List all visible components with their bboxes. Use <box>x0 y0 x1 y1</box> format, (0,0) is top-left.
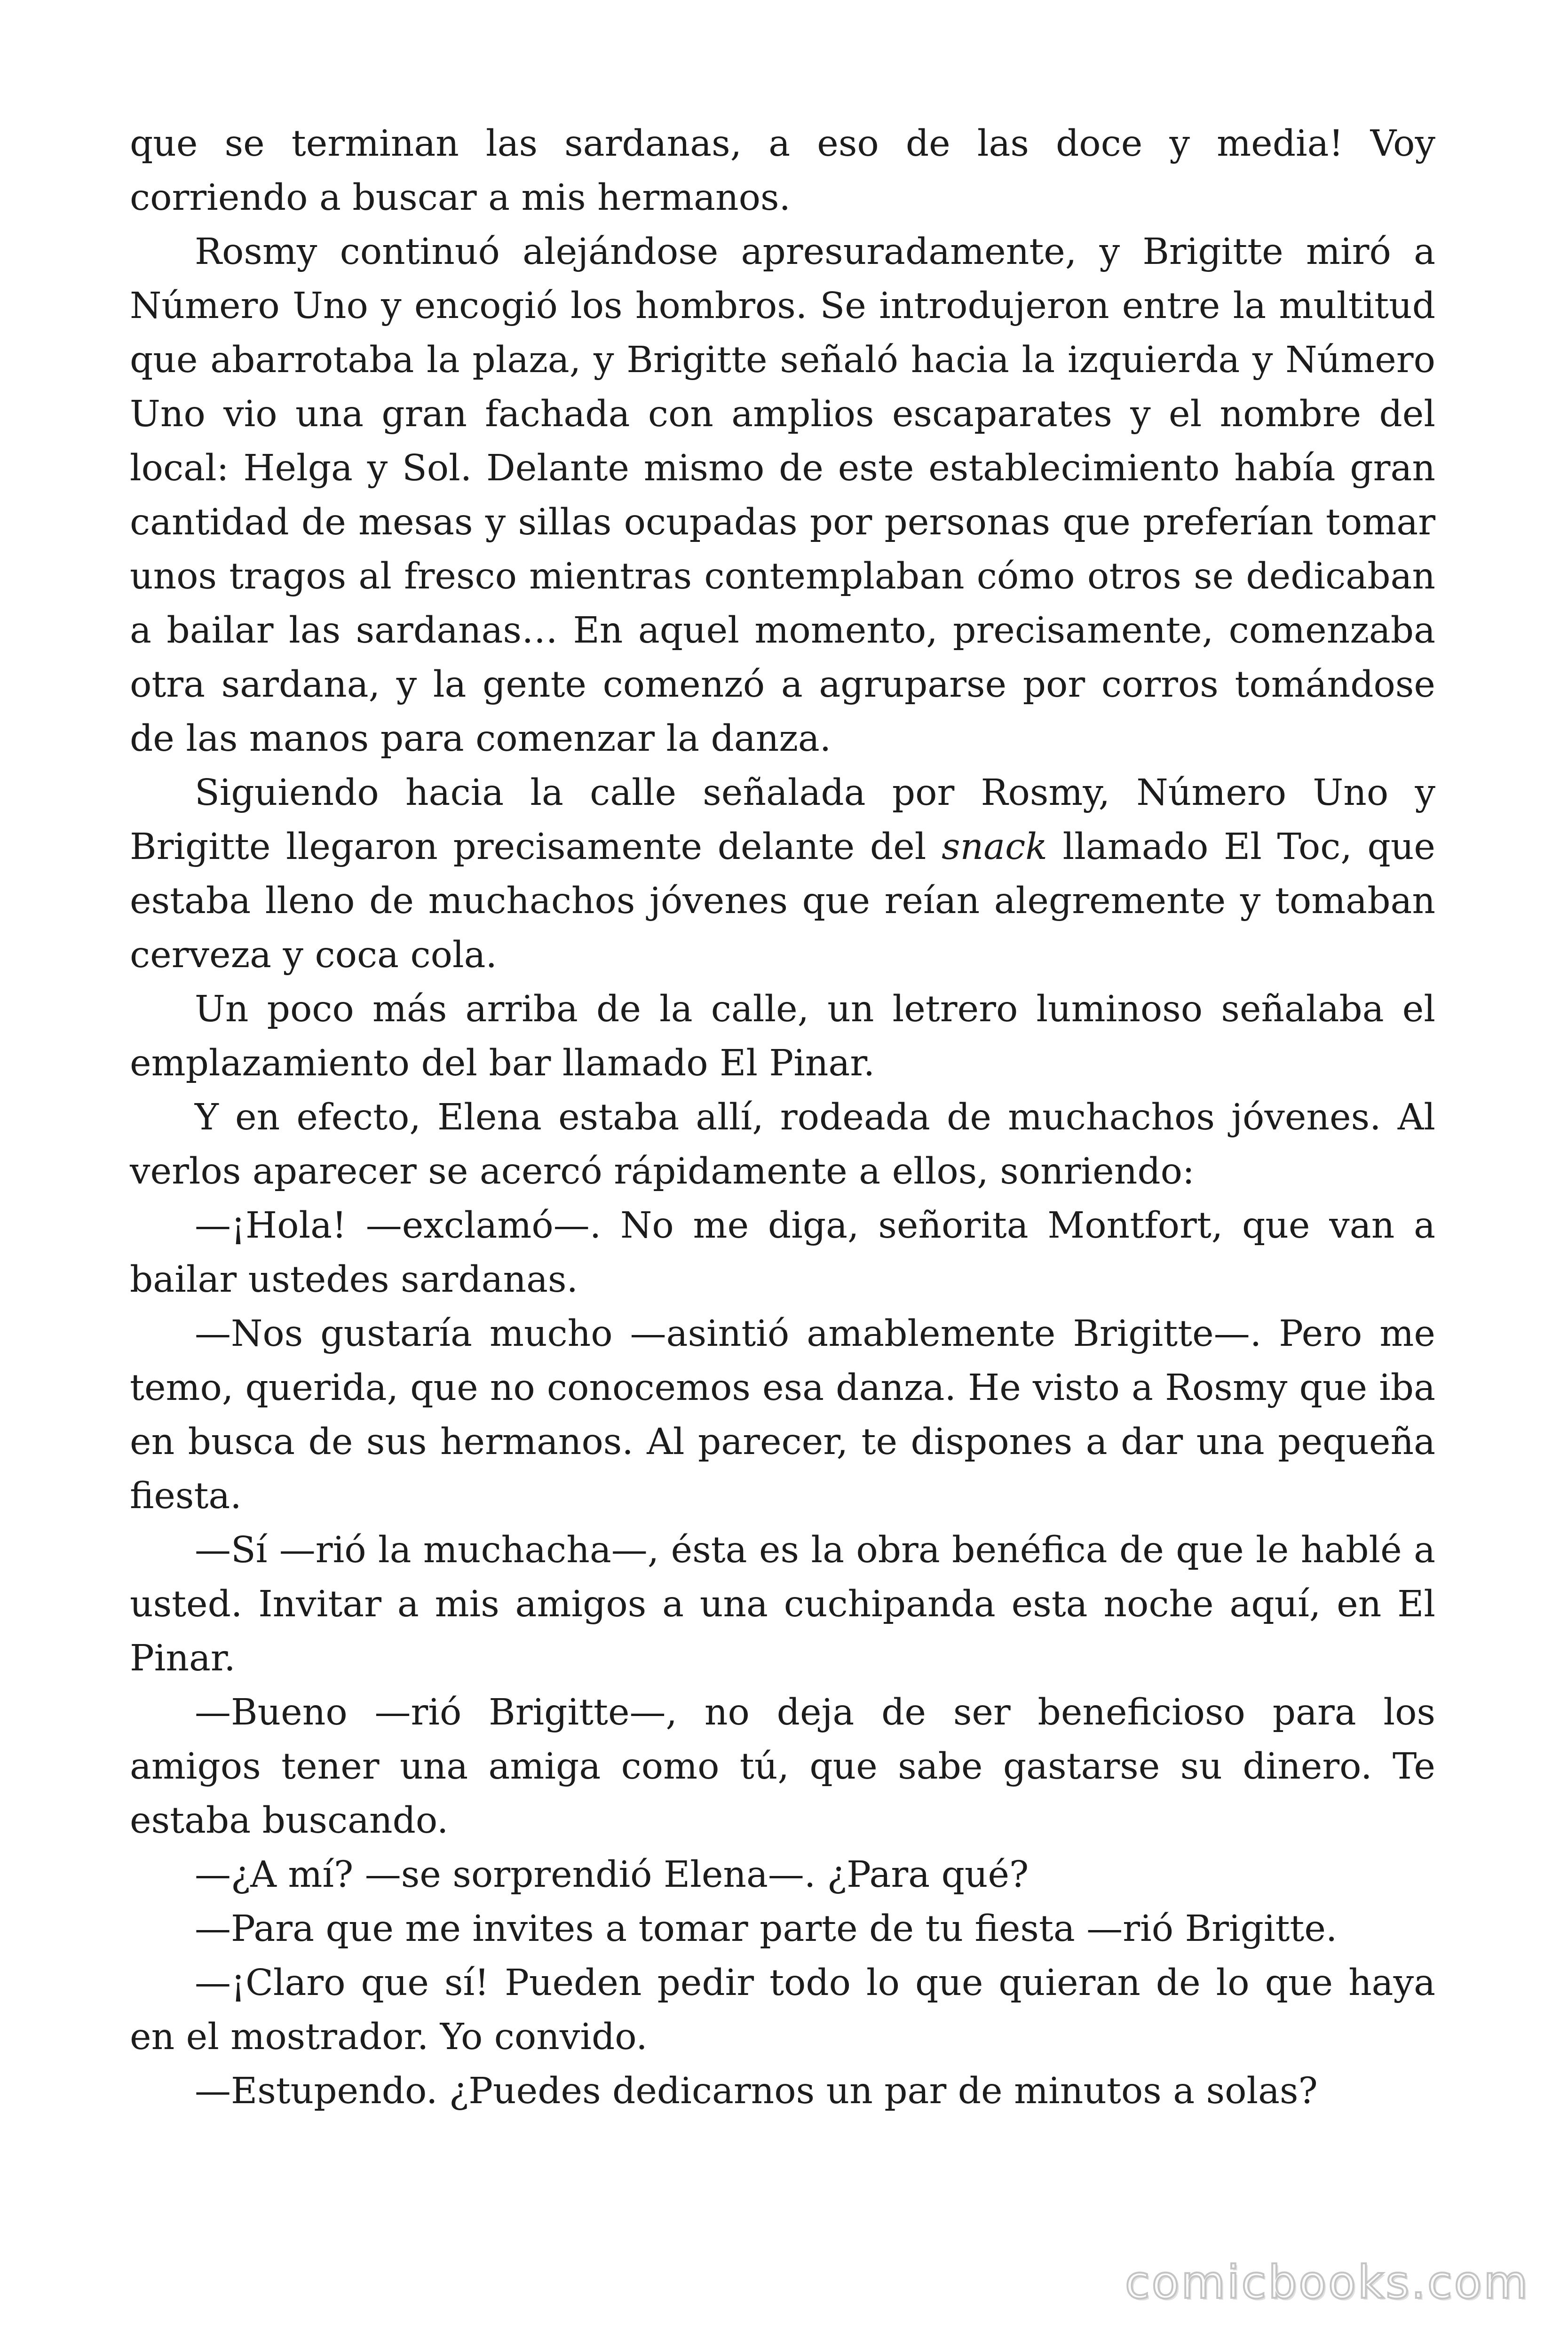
paragraph: Y en efecto, Elena estaba allí, rodeada de muchachos jóvenes. Al verlos aparecer se acercó rápidamente a ellos, sonriendo: <box>130 1097 1435 1192</box>
paragraph: —Nos gustaría mucho —asintió amablemente Brigitte—. Pero me temo, querida, que no conocemos esa danza. He visto a Rosmy que iba en busca de sus hermanos. Al parecer, te dispones a dar una pequeña fiesta. <box>130 1313 1435 1517</box>
paragraph-text: llamado El Toc, que estaba lleno de muchachos jóvenes que reían alegremente y tomaban cerveza y coca cola. <box>130 826 1435 976</box>
paragraph: —¡Hola! —exclamó—. No me diga, señorita Montfort, que van a bailar ustedes sardanas. <box>130 1205 1435 1301</box>
paragraph-text: Siguiendo hacia la calle señalada por Rosmy, Número Uno y Brigitte llegaron precisamente delante del <box>130 772 1435 868</box>
paragraph: Un poco más arriba de la calle, un letrero luminoso señalaba el emplazamiento del bar llamado El Pinar. <box>130 988 1435 1084</box>
watermark-logo: comicbooks.com <box>1125 2256 1529 2309</box>
paragraph: —Para que me invites a tomar parte de tu fiesta —rió Brigitte. <box>195 1908 1338 1950</box>
paragraph: Rosmy continuó alejándose apresuradamente, y Brigitte miró a Número Uno y encogió los hombros. Se introdujeron entre la multitud que abarrotaba la plaza, y Brigitte señaló hacia la izquierda y Número Uno vio una gran fachada con amplios escaparates y el nombre del local: Helga y Sol. Delante mismo de este establecimiento había gran cantidad de mesas y sillas ocupadas por personas que preferían tomar unos tragos al fresco mientras contemplaban cómo otros se dedicaban a bailar las sardanas… En aquel momento, precisamente, comenzaba otra sardana, y la gente comenzó a agruparse por corros tomándose de las manos para comenzar la danza. <box>130 231 1435 760</box>
paragraph: —¡Claro que sí! Pueden pedir todo lo que quieran de lo que haya en el mostrador. Yo convido. <box>130 1962 1435 2058</box>
paragraph: —Bueno —rió Brigitte—, no deja de ser beneficioso para los amigos tener una amiga como tú, que sabe gastarse su dinero. Te estaba buscando. <box>130 1692 1435 1842</box>
paragraph: —¿A mí? —se sorprendió Elena—. ¿Para qué? <box>195 1854 1029 1896</box>
paragraph: —Estupendo. ¿Puedes dedicarnos un par de minutos a solas? <box>195 2070 1318 2112</box>
italic-word: snack <box>942 826 1047 868</box>
paragraph <box>130 766 1435 982</box>
paragraph: que se terminan las sardanas, a eso de las doce y media! Voy corriendo a buscar a mis hermanos. <box>130 123 1435 219</box>
book-page-text <box>130 117 1435 2118</box>
paragraph: —Sí —rió la muchacha—, ésta es la obra benéfica de que le hablé a usted. Invitar a mis amigos a una cuchipanda esta noche aquí, en El Pinar. <box>130 1529 1435 1679</box>
